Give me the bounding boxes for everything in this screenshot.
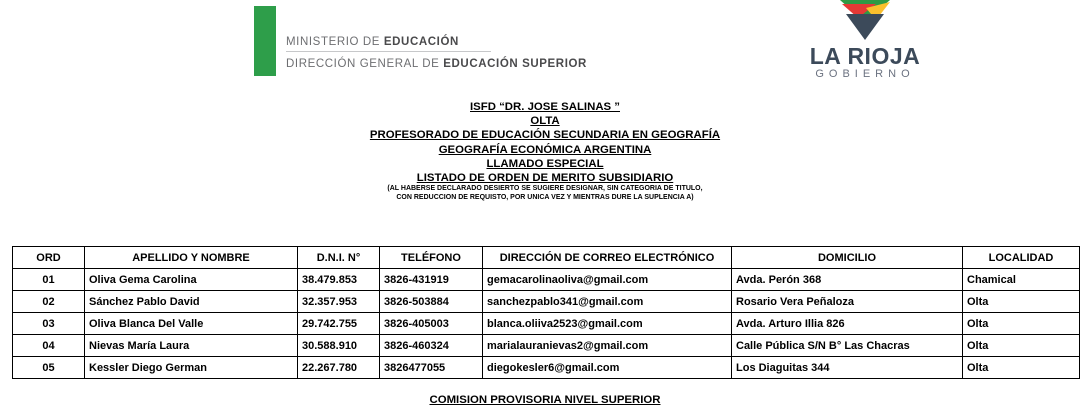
title-location: OLTA xyxy=(530,115,560,128)
cell-name: Oliva Gema Carolina xyxy=(85,269,298,291)
header-ord: ORD xyxy=(13,247,85,269)
direction-name: DIRECCIÓN GENERAL DE EDUCACIÓN SUPERIOR xyxy=(286,58,587,70)
cell-locality: Chamical xyxy=(963,269,1080,291)
cell-locality: Olta xyxy=(963,335,1080,357)
document-titles xyxy=(0,100,1090,202)
merit-table xyxy=(12,246,1080,379)
title-program: PROFESORADO DE EDUCACIÓN SECUNDARIA EN GEOGRAFÍA xyxy=(369,129,721,142)
table-row xyxy=(13,291,1080,313)
title-subject: GEOGRAFÍA ECONÓMICA ARGENTINA xyxy=(438,143,652,156)
cell-address: Los Diaguitas 344 xyxy=(732,357,963,379)
cell-dni: 22.267.780 xyxy=(298,357,380,379)
cell-dni: 29.742.755 xyxy=(298,313,380,335)
ministry-green-bar xyxy=(254,6,276,76)
cell-dni: 32.357.953 xyxy=(298,291,380,313)
table-row xyxy=(13,357,1080,379)
gov-name: LA RIOJA xyxy=(809,43,921,69)
footer-commission: COMISION PROVISORIA NIVEL SUPERIOR xyxy=(429,394,661,406)
cell-address: Avda. Arturo Illia 826 xyxy=(732,313,963,335)
cell-name: Kessler Diego German xyxy=(85,357,298,379)
title-call: LLAMADO ESPECIAL xyxy=(486,157,604,170)
ministry-name: MINISTERIO DE EDUCACIÓN xyxy=(286,36,459,48)
table-row xyxy=(13,269,1080,291)
cell-phone: 3826-405003 xyxy=(380,313,483,335)
cell-phone: 3826-431919 xyxy=(380,269,483,291)
cell-ord: 01 xyxy=(13,269,85,291)
gov-subtitle: GOBIERNO xyxy=(815,68,915,80)
cell-ord: 04 xyxy=(13,335,85,357)
cell-name: Nievas María Laura xyxy=(85,335,298,357)
ministry-divider xyxy=(286,51,491,52)
cell-address: Avda. Perón 368 xyxy=(732,269,963,291)
cell-phone: 3826-503884 xyxy=(380,291,483,313)
cell-email: blanca.oliiva2523@gmail.com xyxy=(483,313,732,335)
cell-phone: 3826-460324 xyxy=(380,335,483,357)
header-address: DOMICILIO xyxy=(732,247,963,269)
cell-email: gemacarolinaoliva@gmail.com xyxy=(483,269,732,291)
note-line-2: CON REDUCCION DE REQUISTO, POR UNICA VEZ Y MIENTRAS DURE LA SUPLENCIA A) xyxy=(396,193,694,201)
cell-email: diegokesler6@gmail.com xyxy=(483,357,732,379)
cell-ord: 05 xyxy=(13,357,85,379)
cell-phone: 3826477055 xyxy=(380,357,483,379)
cell-dni: 38.479.853 xyxy=(298,269,380,291)
cell-dni: 30.588.910 xyxy=(298,335,380,357)
header-email: DIRECCIÓN DE CORREO ELECTRÓNICO xyxy=(483,247,732,269)
la-rioja-emblem-icon xyxy=(836,0,894,42)
cell-email: marialauranievas2@gmail.com xyxy=(483,335,732,357)
header-phone: TELÉFONO xyxy=(380,247,483,269)
cell-name: Sánchez Pablo David xyxy=(85,291,298,313)
cell-address: Calle Pública S/N B° Las Chacras xyxy=(732,335,963,357)
cell-locality: Olta xyxy=(963,291,1080,313)
header-name: APELLIDO Y NOMBRE xyxy=(85,247,298,269)
header-dni: D.N.I. N° xyxy=(298,247,380,269)
table-header-row xyxy=(13,247,1080,269)
cell-ord: 03 xyxy=(13,313,85,335)
ministry-logo xyxy=(254,6,654,76)
title-list: LISTADO DE ORDEN DE MERITO SUBSIDIARIO xyxy=(416,172,674,185)
table-row xyxy=(13,313,1080,335)
note-line-1: (AL HABERSE DECLARADO DESIERTO SE SUGIERE DESIGNAR, SIN CATEGORIA DE TITULO, xyxy=(387,185,703,193)
la-rioja-logo xyxy=(800,0,930,82)
table-row xyxy=(13,335,1080,357)
cell-ord: 02 xyxy=(13,291,85,313)
cell-locality: Olta xyxy=(963,313,1080,335)
cell-email: sanchezpablo341@gmail.com xyxy=(483,291,732,313)
cell-locality: Olta xyxy=(963,357,1080,379)
cell-address: Rosario Vera Peñaloza xyxy=(732,291,963,313)
title-institute: ISFD “DR. JOSE SALINAS ” xyxy=(470,101,620,113)
header-locality: LOCALIDAD xyxy=(963,247,1080,269)
cell-name: Oliva Blanca Del Valle xyxy=(85,313,298,335)
